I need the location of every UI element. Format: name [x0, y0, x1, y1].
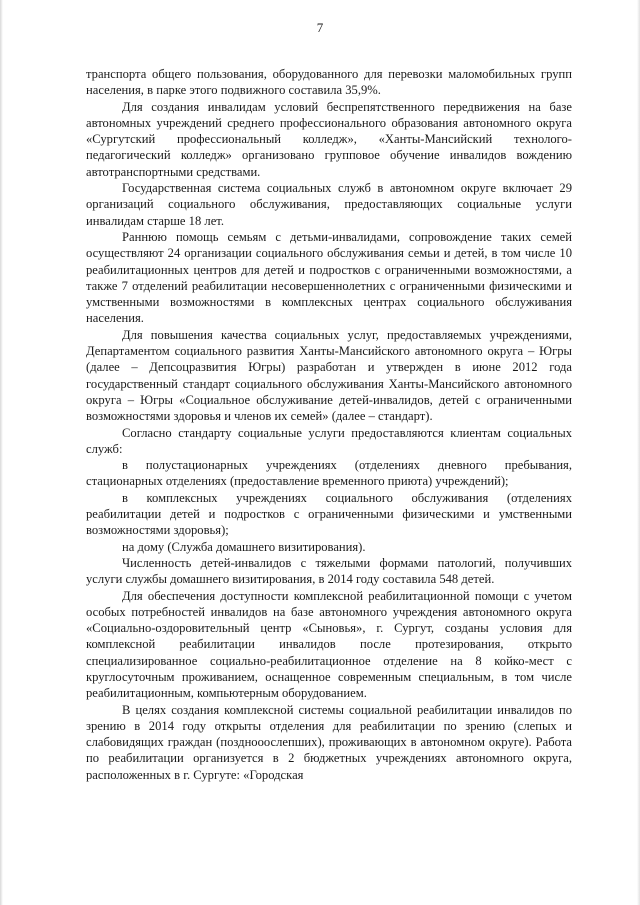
paragraph: транспорта общего пользования, оборудованного для перевозки маломобильных групп населения, в парке этого подвижного составила 35,9%. [86, 67, 572, 98]
paragraph: Согласно стандарту социальные услуги предоставляются клиентам социальных служб: [86, 425, 572, 456]
list-item: на дому (Служба домашнего визитирования). [122, 539, 366, 554]
paragraph: Государственная система социальных служб в автономном округе включает 29 организаций социального обслуживания, предоставляющих социальные услуги инвалидам старше 18 лет. [86, 181, 572, 228]
page-number: 7 [316, 20, 324, 35]
paragraph: В целях создания комплексной системы социальной реабилитации инвалидов по зрению в 2014 году открыты отделения для реабилитации по зрению (слепых и слабовидящих граждан (позднооослепших), проживающих в автономном округе). Работа по реабилитации организуется в 2 бюджетных учреждениях автономного округа, расположенных в г. Сургуте: «Городская [86, 702, 572, 782]
paragraph: Для повышения качества социальных услуг, предоставляемых учреждениями, Департаментом социального развития Ханты-Мансийского автономного округа – Югры (далее – Депсоцразвития Югры) разработан и утвержден в июне 2012 года государственный стандарт социального обслуживания Ханты-Мансийского автономного округа – Югры «Социальное обслуживание детей-инвалидов, детей с ограниченными возможностями здоровья и членов их семей» (далее – стандарт). [86, 327, 572, 424]
paragraph: Раннюю помощь семьям с детьми-инвалидами, сопровождение таких семей осуществляют 24 организации социального обслуживания семьи и детей, в том числе 10 реабилитационных центров для детей и подростков с ограниченными возможностями, а также 7 отделений реабилитации несовершеннолетних с ограниченными физическими и умственными возможностями в комплексных центрах социального обслуживания населения. [86, 229, 572, 326]
paragraph: Для обеспечения доступности комплексной реабилитационной помощи с учетом особых потребностей инвалидов на базе автономного учреждения автономного округа «Социально-оздоровительный центр «Сыновья», г. Сургут, созданы условия для комплексной реабилитации инвалидов после протезирования, открыто специализированное социально-реабилитационное отделение на 8 койко-мест с круглосуточным проживанием, оснащенное современным специальным, в том числе реабилитационным, компьютерным оборудованием. [86, 588, 572, 701]
paragraph: Для создания инвалидам условий беспрепятственного передвижения на базе автономных учреждений среднего профессионального образования автономного округа «Сургутский профессиональный колледж», «Ханты-Мансийский технолого-педагогический колледж» организовано групповое обучение инвалидов вождению автотранспортными средствами. [86, 99, 572, 179]
list-item: в полустационарных учреждениях (отделениях дневного пребывания, стационарных отделениях (предоставление временного приюта) учреждений); [86, 458, 572, 489]
paragraph: Численность детей-инвалидов с тяжелыми формами патологий, получивших услуги службы домашнего визитирования, в 2014 году составила 548 детей. [86, 555, 572, 587]
list-item: в комплексных учреждениях социального обслуживания (отделениях реабилитации детей и подростков с ограниченными физическими и умственными возможностями здоровья); [86, 490, 572, 538]
body-text [86, 66, 572, 783]
scan-edge-left [0, 0, 3, 905]
